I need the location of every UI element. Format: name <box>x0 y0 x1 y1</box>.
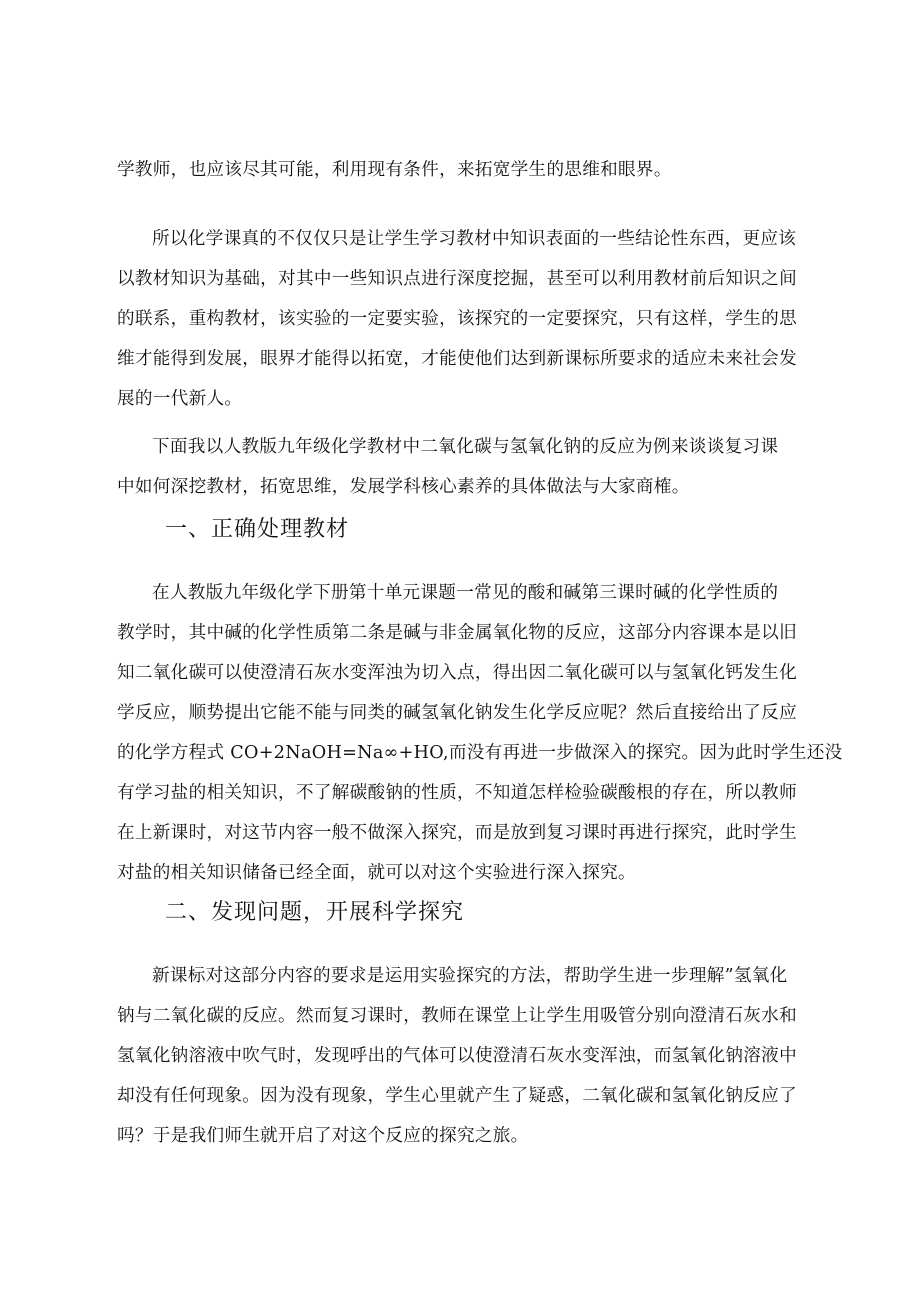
text-line: 却没有任何现象。因为没有现象，学生心里就产生了疑惑，二氧化碳和氢氧化钠反应了 <box>117 1086 797 1106</box>
text-line: 钠与二氧化碳的反应。然而复习课时，教师在课堂上让学生用吸管分别向澄清石灰水和 <box>117 1006 797 1026</box>
text-line: 以教材知识为基础，对其中一些知识点进行深度挖掘，甚至可以利用教材前后知识之间 <box>117 269 797 289</box>
text-line: 氢氧化钠溶液中吹气时，发现呼出的气体可以使澄清石灰水变浑浊，而氢氧化钠溶液中 <box>117 1046 797 1066</box>
text-line: 知二氧化碳可以使澄清石灰水变浑浊为切入点，得出因二氧化碳可以与氢氧化钙发生化 <box>117 663 797 683</box>
text-line: 在人教版九年级化学下册第十单元课题一常见的酸和碱第三课时碱的化学性质的 <box>152 583 779 603</box>
text-line: 学反应，顺势提出它能不能与同类的碱氢氧化钠发生化学反应呢？然后直接给出了反应 <box>117 703 797 723</box>
text-line: 展的一代新人。 <box>117 389 243 409</box>
text-line: 对盐的相关知识储备已经全面，就可以对这个实验进行深入探究。 <box>117 863 636 883</box>
section-heading-1: 一、正确处理教材 <box>165 517 350 542</box>
text-line: 的联系，重构教材，该实验的一定要实验，该探究的一定要探究，只有这样，学生的思 <box>117 309 797 329</box>
paragraph-4 <box>117 573 843 893</box>
text-line: 在上新课时，对这节内容一般不做深入探究，而是放到复习课时再进行探究，此时学生 <box>117 823 797 843</box>
text-line: 有学习盐的相关知识，不了解碳酸钠的性质，不知道怎样检验碳酸根的存在，所以教师 <box>117 783 797 803</box>
paragraph-5 <box>117 956 817 1156</box>
text-line: 新课标对这部分内容的要求是运用实验探究的方法，帮助学生进一步理解”氢氧化 <box>152 966 788 986</box>
text-line: 教学时，其中碱的化学性质第二条是碱与非金属氧化物的反应，这部分内容课本是以旧 <box>117 623 797 643</box>
text-line: 吗？于是我们师生就开启了对这个反应的探究之旅。 <box>117 1126 529 1146</box>
text-line: 的化学方程式 CO+2NaOH=Na∞+HO,而没有再进一步做深入的探究。因为此时学生还没 <box>117 743 843 763</box>
text-line: 学教师，也应该尽其可能，利用现有条件，来拓宽学生的思维和眼界。 <box>117 160 672 180</box>
paragraph-2 <box>117 219 817 419</box>
paragraph-1 <box>117 150 817 190</box>
text-line: 下面我以人教版九年级化学教材中二氧化碳与氢氧化钠的反应为例来谈谈复习课 <box>152 437 779 457</box>
paragraph-3 <box>117 427 817 507</box>
text-line: 中如何深挖教材，拓宽思维，发展学科核心素养的具体做法与大家商榷。 <box>117 477 690 497</box>
text-line: 维才能得到发展，眼界才能得以拓宽，才能使他们达到新课标所要求的适应未来社会发 <box>117 349 797 369</box>
section-heading-2: 二、发现问题，开展科学探究 <box>165 900 465 925</box>
text-line: 所以化学课真的不仅仅只是让学生学习教材中知识表面的一些结论性东西，更应该 <box>152 229 797 249</box>
